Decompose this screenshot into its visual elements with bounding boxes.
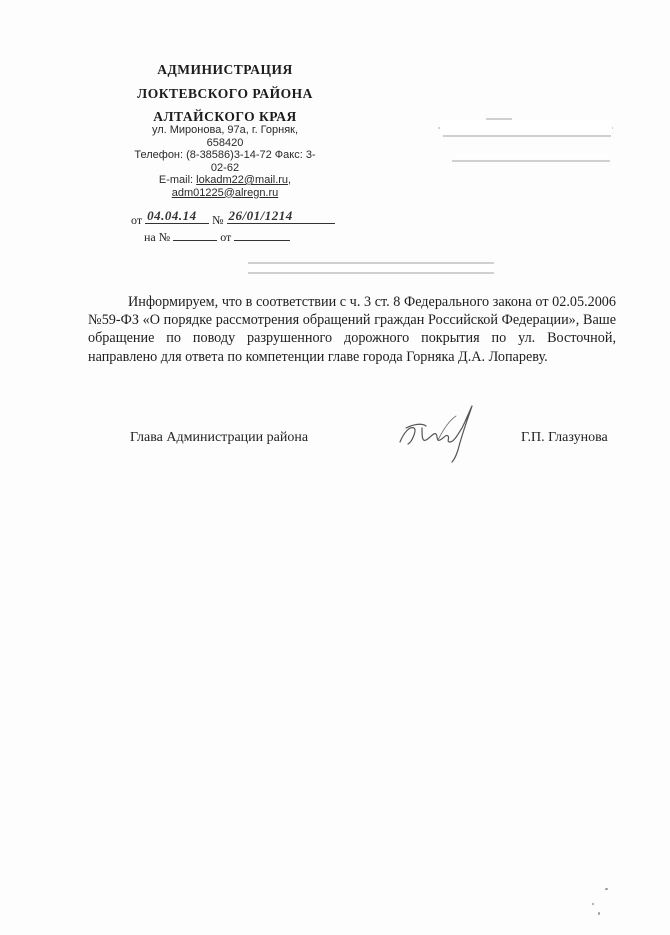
address-line2: 658420 (206, 136, 244, 149)
address-line1: ул. Миронова, 97а, г. Горняк, (151, 124, 299, 136)
scan-speck (592, 903, 594, 905)
reply-from-label: от (220, 230, 232, 244)
scan-speck (598, 912, 600, 915)
phone-line2: 02-62 (210, 161, 240, 174)
phone-line1: Телефон: (8-38586)3-14-72 Факс: 3- (134, 149, 316, 161)
handwritten-date: 04.04.14 (147, 208, 197, 223)
email-link-2[interactable]: adm01225@alregn.ru (171, 186, 279, 199)
number-label: № (212, 213, 224, 227)
letter-body: Информируем, что в соответствии с ч. 3 ст. 8 Федерального закона от 02.05.2006 №59-ФЗ «О порядке рассмотрения обращений граждан Российской Федерации», Ваше обращение по поводу разрушенного дорожного покрытия по ул. Восточной, направлено для ответа по компетенции главе города Горняка Д.А. Лопареву. (88, 294, 616, 365)
redaction-marks (0, 0, 670, 300)
email-comma: , (288, 174, 292, 186)
org-name-line1: АДМИНИСТРАЦИЯ (157, 62, 293, 77)
email-link-1[interactable]: lokadm22@mail.ru (196, 174, 289, 186)
org-name-line3: АЛТАЙСКОГО КРАЯ (153, 109, 297, 124)
scan-speck (605, 888, 608, 890)
from-label: от (131, 213, 143, 227)
reply-number-label: на № (144, 230, 171, 244)
email-label: E-mail: (158, 174, 197, 186)
signatory-position: Глава Администрации района (130, 430, 309, 445)
org-name-line2: ЛОКТЕВСКОГО РАЙОНА (137, 86, 313, 101)
handwritten-number: 26/01/1214 (228, 208, 293, 223)
handwritten-signature (392, 398, 487, 463)
signatory-name: Г.П. Глазунова (521, 430, 608, 445)
